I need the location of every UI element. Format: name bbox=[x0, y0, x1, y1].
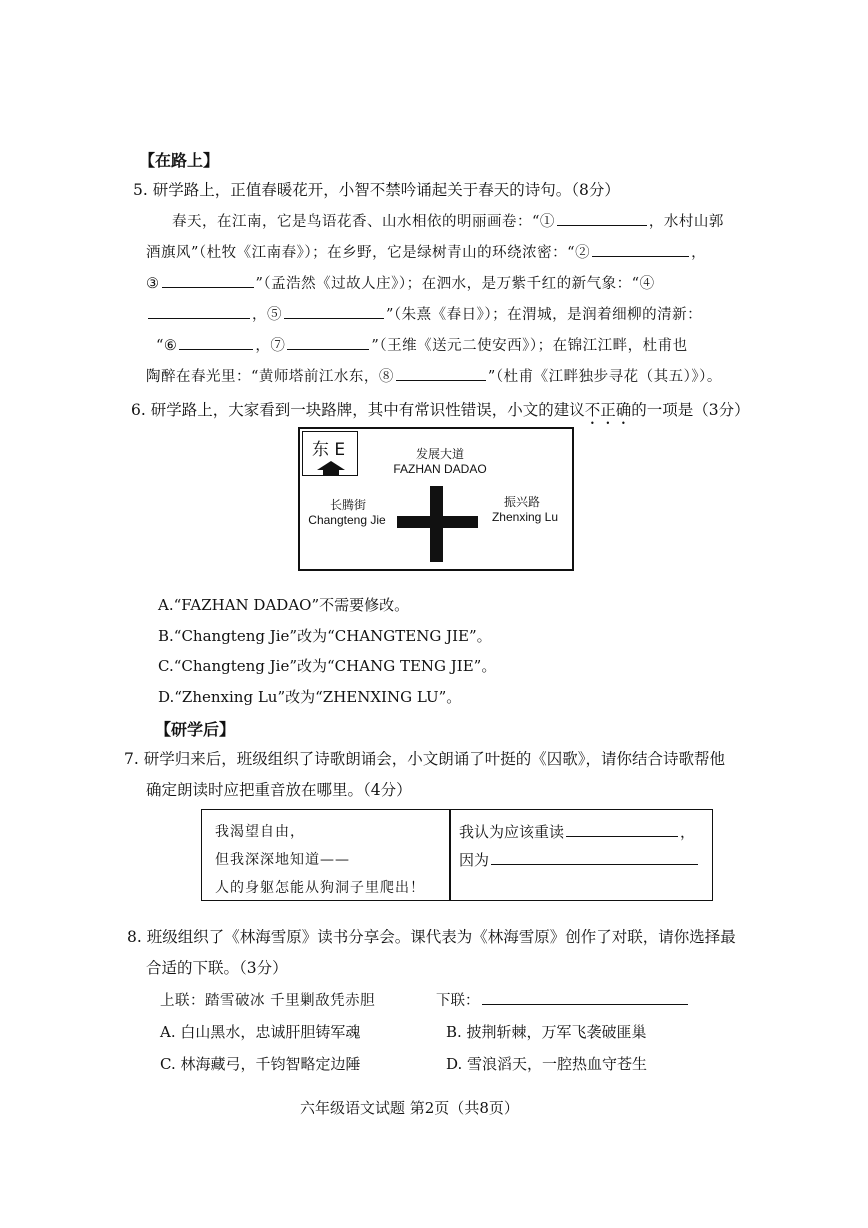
q5-blank-5[interactable] bbox=[284, 304, 384, 319]
q7-stem-line-2: 确定朗读时应把重音放在哪里。（4分） bbox=[146, 781, 412, 799]
direction-label: 东 E bbox=[312, 440, 346, 460]
east-road-cn: 振兴路 bbox=[503, 495, 540, 509]
east-road-en: Zhenxing Lu bbox=[491, 510, 559, 524]
poem-line-1: 我渴望自由， bbox=[215, 824, 305, 840]
north-road-cn: 发展大道 bbox=[415, 447, 464, 461]
section-heading-on-road: 【在路上】 bbox=[139, 151, 220, 170]
q6-option-b[interactable]: B.“Changteng Jie”改为“CHANGTENG JIE”。 bbox=[158, 627, 492, 645]
q5-blank-4[interactable] bbox=[148, 304, 250, 319]
q7-answer-line-2: 因为 bbox=[459, 849, 700, 870]
q8-upper-couplet: 上联：踏雪破冰 千里剿敌凭赤胆 bbox=[160, 993, 376, 1009]
q8-option-d[interactable]: D. 雪浪滔天，一腔热血守苍生 bbox=[446, 1055, 648, 1073]
q5-line-5: “⑥ ，⑦ ”（王维《送元二使安西》）；在锦江江畔，杜甫也 bbox=[156, 334, 688, 355]
q6-option-d[interactable]: D.“Zhenxing Lu”改为“ZHENXING LU”。 bbox=[158, 688, 462, 706]
page-footer: 六年级语文试题 第2页（共8页） bbox=[300, 1099, 519, 1117]
q8-option-b[interactable]: B. 披荆斩棘，万军飞袭破匪巢 bbox=[446, 1023, 647, 1041]
arrow-stem bbox=[323, 469, 339, 475]
q6-emphasis: 不正确 bbox=[584, 401, 632, 419]
q5-blank-8[interactable] bbox=[396, 366, 486, 381]
road-horizontal bbox=[397, 516, 478, 528]
west-road-cn: 长腾街 bbox=[329, 498, 366, 512]
north-road-en: FAZHAN DADAO bbox=[393, 462, 487, 476]
west-road-en: Changteng Jie bbox=[308, 513, 386, 527]
q8-option-a[interactable]: A. 白山黑水，忠诚肝胆铸军魂 bbox=[160, 1023, 361, 1041]
q8-stem-line-1: 8. 班级组织了《林海雪原》读书分享会。课代表为《林海雪原》创作了对联，请你选择最 bbox=[127, 928, 736, 946]
q5-line-1: 春天，在江南，它是鸟语花香、山水相依的明丽画卷：“① ，水村山郭 bbox=[172, 210, 724, 231]
q5-blank-6[interactable] bbox=[179, 335, 253, 350]
q7-blank-reason[interactable] bbox=[491, 850, 698, 865]
section-heading-after: 【研学后】 bbox=[155, 720, 236, 739]
q5-line-2: 酒旗风”（杜牧《江南春》）；在乡野，它是绿树青山的环绕浓密：“② ， bbox=[146, 241, 706, 262]
q7-answer-line-1: 我认为应该重读 ， bbox=[459, 823, 696, 841]
poem-line-2: 但我深深地知道—— bbox=[215, 852, 350, 868]
q7-stem-line-1: 7. 研学归来后，班级组织了诗歌朗诵会，小文朗诵了叶挺的《囚歌》，请你结合诗歌帮他 bbox=[124, 750, 725, 768]
poem-line-3: 人的身躯怎能从狗洞子里爬出！ bbox=[215, 880, 425, 896]
road-sign bbox=[298, 427, 574, 571]
q5-line-6: 陶醉在春光里：“黄师塔前江水东，⑧ ”（杜甫《江畔独步寻花（其五）》）。 bbox=[146, 365, 722, 386]
q5-blank-7[interactable] bbox=[287, 335, 369, 350]
q6-option-c[interactable]: C.“Changteng Jie”改为“CHANG TENG JIE”。 bbox=[158, 657, 497, 675]
q5-blank-3[interactable] bbox=[162, 273, 254, 288]
q5-line-3: ③ ”（孟浩然《过故人庄》）；在泗水，是万紫千红的新气象：“④ bbox=[146, 272, 655, 293]
q6-stem: 6. 研学路上，大家看到一块路牌，其中有常识性错误，小文的建议不正确的一项是（3分） bbox=[131, 401, 750, 419]
compass-box bbox=[302, 431, 358, 476]
q5-blank-2[interactable] bbox=[592, 242, 689, 257]
q8-option-c[interactable]: C. 林海藏弓，千钧智略定边陲 bbox=[160, 1055, 361, 1073]
q7-blank-stress[interactable] bbox=[566, 822, 678, 837]
q8-lower-couplet: 下联： bbox=[436, 989, 690, 1010]
q8-stem-line-2: 合适的下联。（3分） bbox=[146, 959, 288, 977]
table-divider bbox=[449, 810, 451, 900]
q5-blank-1[interactable] bbox=[557, 211, 647, 226]
q5-stem: 5. 研学路上，正值春暖花开，小智不禁吟诵起关于春天的诗句。（8分） bbox=[133, 181, 620, 199]
q5-line-4: ，⑤ ”（朱熹《春日》）；在渭城，是润着细柳的清新： bbox=[146, 303, 702, 324]
q7-table bbox=[201, 809, 713, 901]
q8-blank-lower[interactable] bbox=[482, 990, 688, 1005]
q6-option-a[interactable]: A.“FAZHAN DADAO”不需要修改。 bbox=[158, 596, 410, 614]
